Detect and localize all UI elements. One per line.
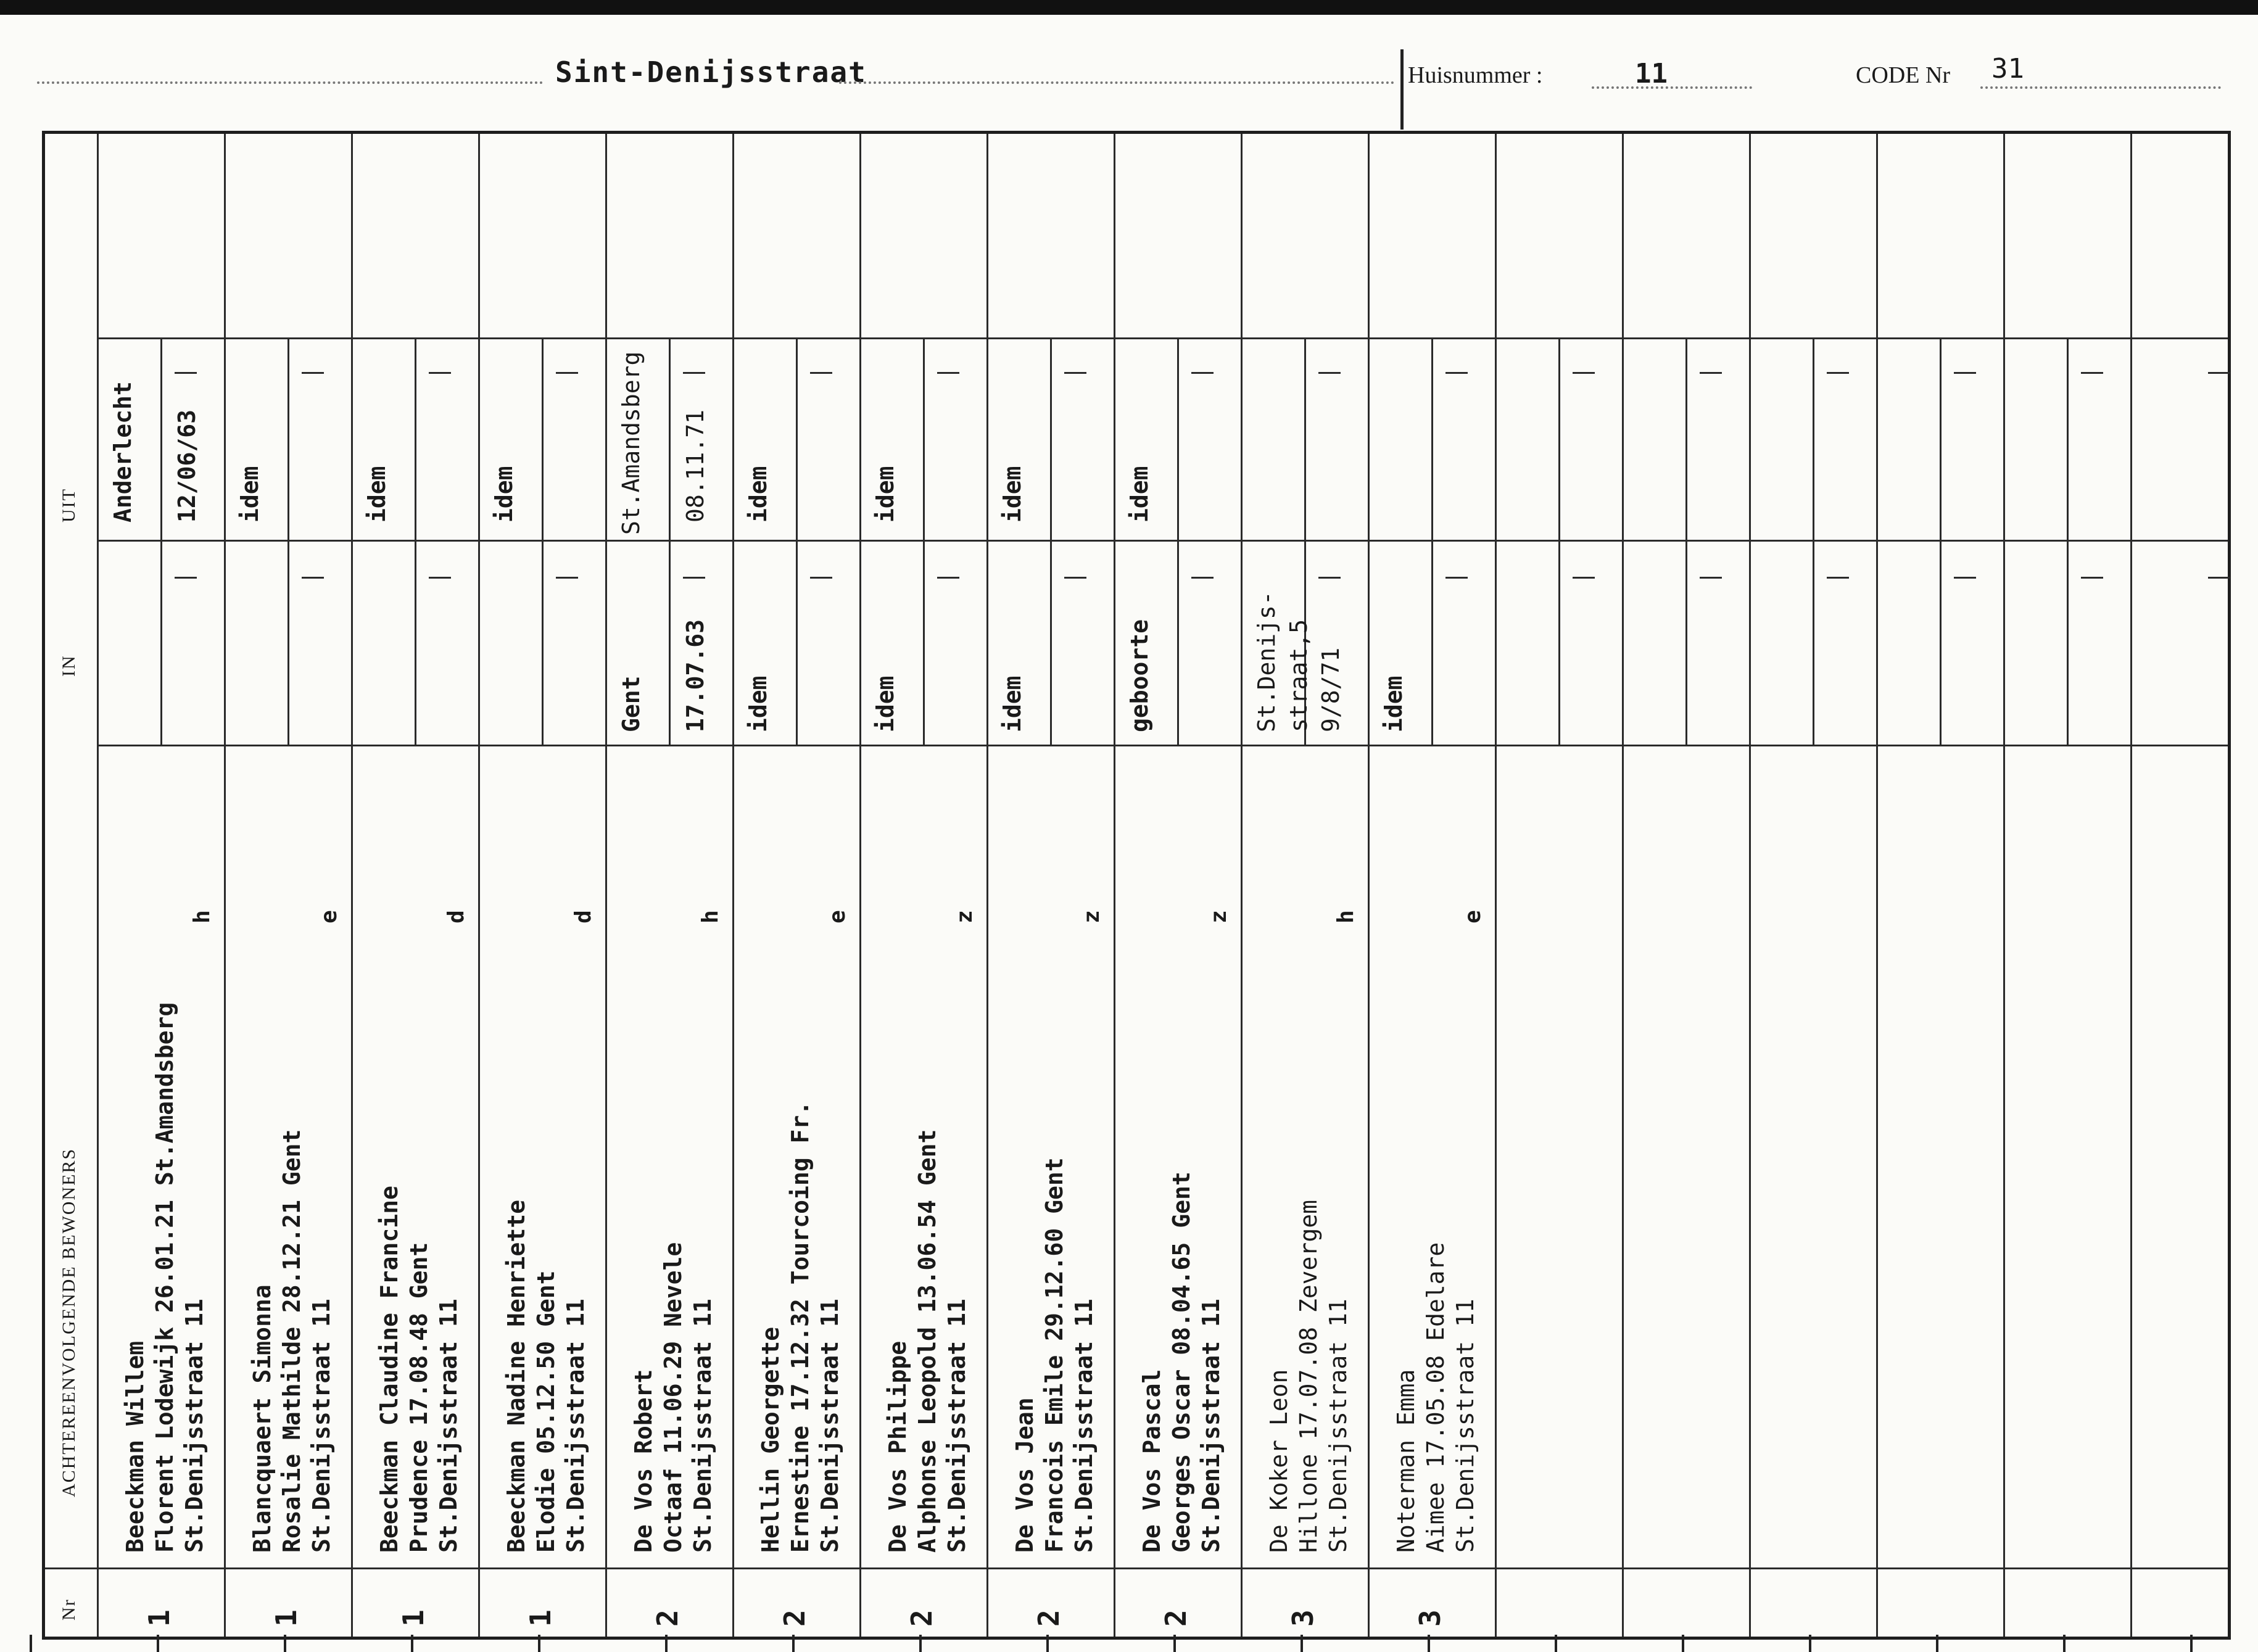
sub-column-divider: [669, 337, 671, 745]
in-entry: idem: [1380, 675, 1407, 732]
residents-top-line: [97, 745, 2228, 746]
resident-status-tag: h: [1333, 910, 1359, 923]
resident-nr: 2: [651, 1609, 684, 1627]
resident-line: De Koker Leon: [1265, 1369, 1292, 1553]
dash-mark: [937, 372, 959, 374]
resident-status-tag: h: [189, 910, 215, 923]
dash-mark: [1827, 577, 1849, 579]
resident-nr: 2: [778, 1609, 811, 1627]
dash-mark: [1573, 577, 1595, 579]
uit-entry: idem: [999, 466, 1026, 522]
code-label: CODE Nr: [1856, 62, 1951, 88]
uit-entry: idem: [745, 466, 772, 522]
header: [37, 49, 2221, 123]
resident-line: Ernestine 17.12.32 Tourcoing Fr.: [787, 1101, 814, 1553]
in-section-label: IN: [59, 655, 79, 677]
uit-entry: idem: [236, 466, 263, 522]
dash-mark: [2081, 577, 2103, 579]
column-divider: [1114, 134, 1115, 1637]
sub-column-divider: [1685, 337, 1687, 745]
column-divider: [351, 134, 353, 1637]
resident-line: St.Denijsstraat 11: [816, 1299, 843, 1553]
resident-line: Aimee 17.05.08 Edelare: [1422, 1242, 1449, 1553]
dotted-rule: [37, 81, 543, 84]
bottom-tick: [2190, 1635, 2193, 1652]
uit-entry: idem: [490, 466, 518, 522]
column-divider: [605, 134, 607, 1637]
dash-mark: [1318, 372, 1341, 374]
column-divider: [1876, 134, 1878, 1637]
resident-line: St.Denijsstraat 11: [1452, 1299, 1479, 1553]
dotted-rule: [1592, 86, 1752, 89]
resident-line: Beeckman Claudine Francine: [376, 1186, 403, 1553]
column-divider: [1749, 134, 1751, 1637]
resident-line: Hillone 17.07.08 Zevergem: [1295, 1200, 1322, 1553]
resident-status-tag: d: [571, 910, 596, 923]
resident-status-tag: z: [1079, 910, 1104, 923]
dash-mark: [810, 577, 832, 579]
dash-mark: [810, 372, 832, 374]
resident-line: Francois Emile 29.12.60 Gent: [1041, 1157, 1068, 1553]
resident-line: Hellin Georgette: [757, 1326, 784, 1553]
sub-column-divider: [2067, 337, 2069, 745]
resident-line: St.Denijsstraat 11: [181, 1299, 208, 1553]
header-separator: [1400, 49, 1404, 130]
bottom-tick: [665, 1635, 668, 1652]
in-entry: idem: [745, 675, 772, 732]
dash-mark: [556, 577, 578, 579]
in-entry: St.Denijs-: [1253, 591, 1280, 732]
sub-column-divider: [1940, 337, 1942, 745]
column-divider: [1495, 134, 1497, 1637]
dash-mark: [302, 577, 324, 579]
resident-line: De Vos Philippe: [884, 1340, 911, 1553]
bottom-tick: [157, 1635, 159, 1652]
sub-column-divider: [1813, 337, 1814, 745]
column-divider: [2003, 134, 2005, 1637]
resident-line: St.Denijsstraat 11: [1325, 1299, 1352, 1553]
dash-mark: [683, 577, 705, 579]
uit-top-line: [97, 337, 2228, 339]
dash-mark: [429, 577, 451, 579]
resident-nr: 2: [1032, 1609, 1065, 1627]
resident-line: St.Denijsstraat 11: [562, 1299, 589, 1553]
top-edge-bar: [0, 0, 2258, 15]
sub-column-divider: [923, 337, 925, 745]
nr-top-line: [45, 1567, 2228, 1569]
resident-nr: 1: [524, 1609, 557, 1627]
dash-mark: [937, 577, 959, 579]
sub-column-divider: [1050, 337, 1052, 745]
in-entry: geboorte: [1126, 619, 1153, 732]
dash-mark: [1191, 577, 1214, 579]
resident-line: Rosalie Mathilde 28.12.21 Gent: [278, 1129, 305, 1553]
resident-status-tag: z: [1206, 910, 1231, 923]
column-divider: [1622, 134, 1624, 1637]
resident-nr: 1: [397, 1609, 430, 1627]
dash-mark: [556, 372, 578, 374]
bottom-tick: [1301, 1635, 1303, 1652]
resident-line: Georges Oscar 08.04.65 Gent: [1168, 1171, 1195, 1553]
dash-mark: [1700, 372, 1722, 374]
sub-column-divider: [415, 337, 416, 745]
resident-line: St.Denijsstraat 11: [689, 1299, 716, 1553]
sub-column-divider: [1177, 337, 1179, 745]
bottom-tick: [1046, 1635, 1049, 1652]
in-entry: Gent: [618, 675, 645, 732]
house-number-value: 11: [1635, 58, 1668, 89]
resident-line: De Vos Robert: [630, 1369, 657, 1553]
resident-status-tag: e: [825, 910, 850, 923]
resident-nr: 3: [1413, 1609, 1447, 1627]
resident-nr: 1: [270, 1609, 303, 1627]
sub-column-divider: [287, 337, 289, 745]
sub-column-divider: [1558, 337, 1560, 745]
uit-entry: Anderlecht: [109, 381, 136, 522]
dotted-rule: [839, 81, 1394, 84]
resident-nr: 3: [1286, 1609, 1320, 1627]
bottom-tick: [792, 1635, 795, 1652]
resident-line: St.Denijsstraat 11: [435, 1299, 462, 1553]
resident-line: Elodie 05.12.50 Gent: [532, 1270, 560, 1553]
dash-mark: [683, 372, 705, 374]
in-entry: idem: [872, 675, 899, 732]
uit-entry: St.Amandsberg: [618, 351, 645, 535]
in-entry: 17.07.63: [682, 619, 709, 732]
bottom-tick: [538, 1635, 540, 1652]
nr-section-label: Nr: [59, 1598, 79, 1621]
bottom-tick: [411, 1635, 413, 1652]
dash-mark: [1954, 577, 1976, 579]
column-divider: [2130, 134, 2132, 1637]
dash-mark: [1445, 577, 1468, 579]
uit-entry: 12/06/63: [173, 409, 201, 522]
dash-mark: [302, 372, 324, 374]
dotted-rule: [1980, 86, 2221, 89]
resident-status-tag: d: [444, 910, 469, 923]
bottom-tick: [1936, 1635, 1938, 1652]
bottom-tick: [1555, 1635, 1557, 1652]
column-divider: [224, 134, 226, 1637]
column-divider: [478, 134, 480, 1637]
resident-line: St.Denijsstraat 11: [943, 1299, 970, 1553]
column-divider: [1241, 134, 1243, 1637]
in-entry: idem: [999, 675, 1026, 732]
in-entry: straat,5: [1285, 619, 1312, 732]
uit-entry: idem: [1126, 466, 1153, 522]
dash-mark: [1191, 372, 1214, 374]
resident-line: Octaaf 11.06.29 Nevele: [660, 1242, 687, 1553]
dash-mark: [1445, 372, 1468, 374]
dash-mark: [175, 372, 197, 374]
dash-mark: [1318, 577, 1341, 579]
dash-mark: [1954, 372, 1976, 374]
dash-mark: [1827, 372, 1849, 374]
dash-mark: [2208, 577, 2230, 579]
dash-mark: [175, 577, 197, 579]
bottom-tick: [1173, 1635, 1176, 1652]
bottom-tick: [2063, 1635, 2066, 1652]
residents-section-label: ACHTEREENVOLGENDE BEWONERS: [59, 1147, 79, 1497]
column-divider: [1368, 134, 1370, 1637]
label-column-divider: [97, 134, 99, 1637]
bottom-tick: [1428, 1635, 1430, 1652]
resident-status-tag: e: [316, 910, 342, 923]
column-divider: [986, 134, 988, 1637]
register-table: [42, 131, 2231, 1640]
uit-section-label: UIT: [59, 488, 79, 522]
bottom-tick-strip: [0, 1635, 2258, 1652]
sub-column-divider: [160, 337, 162, 745]
uit-entry: idem: [872, 466, 899, 522]
resident-nr: 2: [1159, 1609, 1193, 1627]
bottom-tick: [919, 1635, 922, 1652]
sub-column-divider: [1431, 337, 1433, 745]
resident-line: St.Denijsstraat 11: [308, 1299, 335, 1553]
column-divider: [859, 134, 861, 1637]
dash-mark: [1573, 372, 1595, 374]
bottom-tick: [30, 1635, 32, 1652]
resident-line: Beeckman Nadine Henriette: [503, 1200, 530, 1553]
code-number-value: 31: [1991, 53, 2024, 85]
column-divider: [732, 134, 734, 1637]
uit-entry: idem: [363, 466, 391, 522]
bottom-tick: [284, 1635, 286, 1652]
resident-line: Beeckman Willem: [122, 1340, 149, 1553]
dash-mark: [2081, 372, 2103, 374]
resident-line: St.Denijsstraat 11: [1197, 1299, 1225, 1553]
resident-line: De Vos Pascal: [1138, 1369, 1165, 1553]
resident-status-tag: e: [1460, 910, 1486, 923]
resident-line: Florent Lodewijk 26.01.21 St.Amandsberg: [151, 1002, 178, 1553]
sub-column-divider: [542, 337, 544, 745]
sub-column-divider: [796, 337, 798, 745]
resident-status-tag: z: [952, 910, 977, 923]
resident-line: St.Denijsstraat 11: [1070, 1299, 1098, 1553]
bottom-tick: [1809, 1635, 1811, 1652]
resident-line: Blancquaert Simonna: [249, 1284, 276, 1553]
resident-line: Prudence 17.08.48 Gent: [405, 1242, 432, 1553]
in-top-line: [97, 540, 2228, 542]
dash-mark: [1700, 577, 1722, 579]
street-name: Sint-Denijsstraat: [555, 56, 867, 89]
dash-mark: [1064, 372, 1086, 374]
resident-line: Noterman Emma: [1392, 1369, 1420, 1553]
dash-mark: [2208, 372, 2230, 374]
resident-nr: 1: [143, 1609, 176, 1627]
uit-entry: 08.11.71: [682, 409, 709, 522]
house-number-label: Huisnummer :: [1408, 62, 1543, 88]
resident-nr: 2: [905, 1609, 938, 1627]
dash-mark: [429, 372, 451, 374]
resident-status-tag: h: [698, 910, 723, 923]
in-entry: 9/8/71: [1317, 647, 1344, 732]
bottom-tick: [1682, 1635, 1684, 1652]
resident-line: Alphonse Leopold 13.06.54 Gent: [914, 1129, 941, 1553]
resident-line: De Vos Jean: [1011, 1397, 1038, 1553]
dash-mark: [1064, 577, 1086, 579]
